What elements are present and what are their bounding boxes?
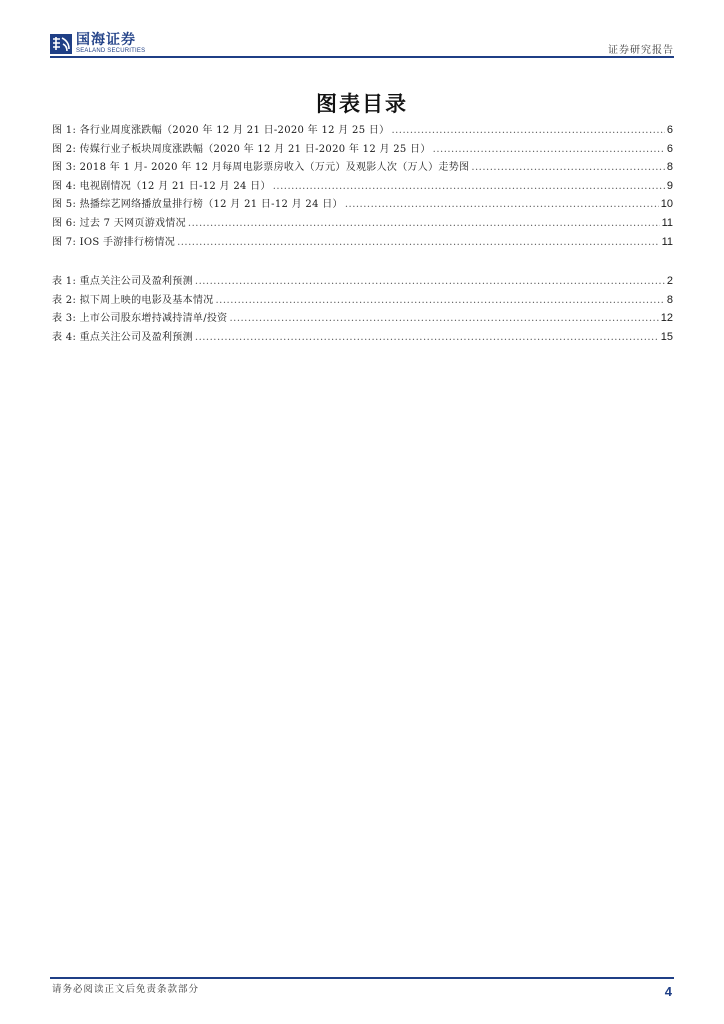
logo-icon	[50, 34, 72, 54]
entry-page: 2	[666, 275, 673, 287]
entry-page: 6	[666, 124, 673, 136]
entry-label: 图 4: 电视剧情况（12 月 21 日-12 月 24 日）	[52, 180, 271, 192]
figure-list	[52, 121, 673, 251]
logo-english-name: SEALAND SECURITIES	[76, 48, 146, 54]
figure-entry-2[interactable]	[52, 140, 673, 159]
figure-entry-5[interactable]	[52, 195, 673, 214]
figure-entry-1[interactable]	[52, 121, 673, 140]
entry-label: 图 6: 过去 7 天网页游戏情况	[52, 217, 186, 229]
dot-leader	[195, 332, 659, 343]
footer-disclaimer: 请务必阅读正文后免责条款部分	[52, 984, 200, 995]
entry-page: 11	[661, 235, 673, 248]
entry-page: 12	[660, 312, 673, 325]
header-divider	[50, 56, 674, 58]
entry-page: 6	[666, 142, 673, 155]
table-entry-2[interactable]	[52, 291, 673, 310]
table-entry-4[interactable]	[52, 328, 673, 347]
entry-label: 图 2: 传媒行业子板块周度涨跌幅（2020 年 12 月 21 日-2020 年 12 月 25 日）	[52, 143, 431, 155]
entry-page: 8	[666, 293, 673, 306]
entry-page: 11	[661, 216, 673, 229]
dot-leader	[229, 313, 658, 324]
entry-label: 图 3: 2018 年 1 月- 2020 年 12 月每周电影票房收入（万元）及观影人次（万人）走势图	[52, 162, 470, 174]
dot-leader	[177, 237, 660, 248]
entry-label: 表 4: 重点关注公司及盈利预测	[52, 331, 193, 343]
footer-divider	[50, 977, 674, 979]
entry-label: 图 7: IOS 手游排行榜情况	[52, 236, 176, 248]
page-header	[50, 30, 674, 58]
table-entry-1[interactable]	[52, 272, 673, 291]
company-logo	[50, 33, 145, 54]
report-type-label: 证券研究报告	[608, 45, 674, 56]
logo-chinese-name: 国海证券	[76, 32, 136, 48]
entry-label: 表 2: 拟下周上映的电影及基本情况	[52, 294, 214, 306]
entry-label: 图 1: 各行业周度涨跌幅（2020 年 12 月 21 日-2020 年 12 月 25 日）	[52, 125, 390, 136]
figure-entry-3[interactable]	[52, 158, 673, 177]
figure-entry-6[interactable]	[52, 214, 673, 233]
figure-entry-4[interactable]	[52, 177, 673, 196]
dot-leader	[391, 125, 664, 136]
table-entry-3[interactable]	[52, 309, 673, 328]
dot-leader	[188, 218, 660, 229]
dot-leader	[471, 162, 665, 173]
dot-leader	[273, 181, 665, 192]
table-list	[52, 272, 673, 346]
figure-entry-7[interactable]	[52, 233, 673, 252]
entry-page: 15	[660, 330, 673, 343]
page-title: 图表目录	[316, 92, 408, 116]
entry-page: 9	[666, 179, 673, 192]
dot-leader	[216, 295, 665, 306]
page-number: 4	[664, 984, 672, 999]
entry-page: 8	[666, 161, 673, 174]
dot-leader	[195, 276, 665, 287]
entry-label: 图 5: 热播综艺网络播放量排行榜（12 月 21 日-12 月 24 日）	[52, 199, 343, 211]
entry-page: 10	[660, 198, 673, 211]
dot-leader	[345, 199, 659, 210]
dot-leader	[433, 144, 665, 155]
entry-label: 表 3: 上市公司股东增持减持清单/投资	[52, 313, 228, 325]
entry-label: 表 1: 重点关注公司及盈利预测	[52, 276, 193, 287]
